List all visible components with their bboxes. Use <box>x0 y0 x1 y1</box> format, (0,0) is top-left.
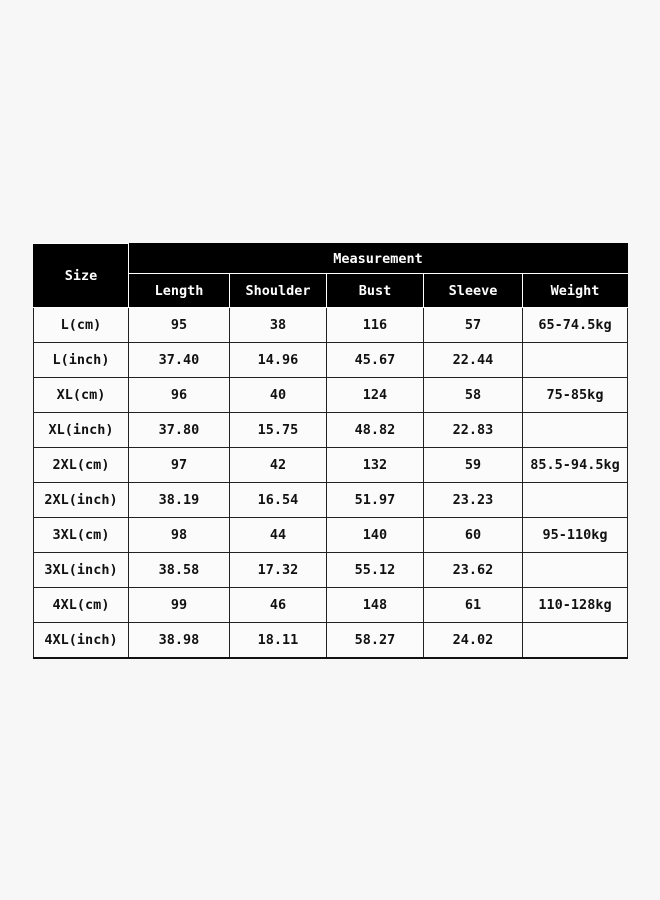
bust-cell: 48.82 <box>327 413 424 448</box>
shoulder-cell: 18.11 <box>230 623 327 659</box>
weight-cell <box>523 483 628 518</box>
weight-cell: 75-85kg <box>523 378 628 413</box>
length-cell: 38.19 <box>129 483 230 518</box>
table-row <box>34 518 628 553</box>
weight-cell <box>523 553 628 588</box>
shoulder-cell: 17.32 <box>230 553 327 588</box>
size-cell: 3XL(cm) <box>34 518 129 553</box>
weight-cell <box>523 413 628 448</box>
bust-column-header: Bust <box>327 274 424 308</box>
shoulder-cell: 14.96 <box>230 343 327 378</box>
length-cell: 95 <box>129 308 230 343</box>
table-row <box>34 378 628 413</box>
table-row <box>34 588 628 623</box>
sleeve-cell: 59 <box>424 448 523 483</box>
sleeve-cell: 61 <box>424 588 523 623</box>
table-row <box>34 553 628 588</box>
length-cell: 97 <box>129 448 230 483</box>
bust-cell: 148 <box>327 588 424 623</box>
sleeve-cell: 57 <box>424 308 523 343</box>
weight-cell: 95-110kg <box>523 518 628 553</box>
bust-cell: 45.67 <box>327 343 424 378</box>
bust-cell: 55.12 <box>327 553 424 588</box>
length-cell: 38.58 <box>129 553 230 588</box>
header-row-top <box>34 244 628 274</box>
length-cell: 37.80 <box>129 413 230 448</box>
sleeve-cell: 22.44 <box>424 343 523 378</box>
table-row <box>34 413 628 448</box>
sleeve-cell: 60 <box>424 518 523 553</box>
bust-cell: 140 <box>327 518 424 553</box>
size-cell: XL(inch) <box>34 413 129 448</box>
weight-cell: 85.5-94.5kg <box>523 448 628 483</box>
size-cell: 2XL(inch) <box>34 483 129 518</box>
weight-cell: 110-128kg <box>523 588 628 623</box>
shoulder-cell: 38 <box>230 308 327 343</box>
size-cell: 4XL(cm) <box>34 588 129 623</box>
weight-cell: 65-74.5kg <box>523 308 628 343</box>
length-column-header: Length <box>129 274 230 308</box>
length-cell: 99 <box>129 588 230 623</box>
bust-cell: 132 <box>327 448 424 483</box>
sleeve-cell: 23.62 <box>424 553 523 588</box>
size-cell: XL(cm) <box>34 378 129 413</box>
sleeve-cell: 58 <box>424 378 523 413</box>
sleeve-cell: 22.83 <box>424 413 523 448</box>
bust-cell: 51.97 <box>327 483 424 518</box>
sleeve-cell: 23.23 <box>424 483 523 518</box>
shoulder-cell: 44 <box>230 518 327 553</box>
table-row <box>34 343 628 378</box>
length-cell: 38.98 <box>129 623 230 659</box>
table-row <box>34 448 628 483</box>
weight-cell <box>523 343 628 378</box>
table-body <box>34 308 628 659</box>
bust-cell: 124 <box>327 378 424 413</box>
length-cell: 98 <box>129 518 230 553</box>
table-row <box>34 483 628 518</box>
shoulder-cell: 15.75 <box>230 413 327 448</box>
shoulder-cell: 46 <box>230 588 327 623</box>
length-cell: 96 <box>129 378 230 413</box>
weight-column-header: Weight <box>523 274 628 308</box>
length-cell: 37.40 <box>129 343 230 378</box>
bust-cell: 58.27 <box>327 623 424 659</box>
bust-cell: 116 <box>327 308 424 343</box>
sleeve-cell: 24.02 <box>424 623 523 659</box>
size-cell: L(inch) <box>34 343 129 378</box>
table-row <box>34 308 628 343</box>
table-header <box>34 244 628 308</box>
size-chart-table <box>33 243 628 659</box>
size-cell: 3XL(inch) <box>34 553 129 588</box>
shoulder-cell: 40 <box>230 378 327 413</box>
shoulder-cell: 42 <box>230 448 327 483</box>
shoulder-cell: 16.54 <box>230 483 327 518</box>
sleeve-column-header: Sleeve <box>424 274 523 308</box>
table-row <box>34 623 628 659</box>
measurement-group-header: Measurement <box>129 244 628 274</box>
size-cell: L(cm) <box>34 308 129 343</box>
weight-cell <box>523 623 628 659</box>
size-cell: 2XL(cm) <box>34 448 129 483</box>
size-cell: 4XL(inch) <box>34 623 129 659</box>
size-column-header: Size <box>34 244 129 308</box>
shoulder-column-header: Shoulder <box>230 274 327 308</box>
